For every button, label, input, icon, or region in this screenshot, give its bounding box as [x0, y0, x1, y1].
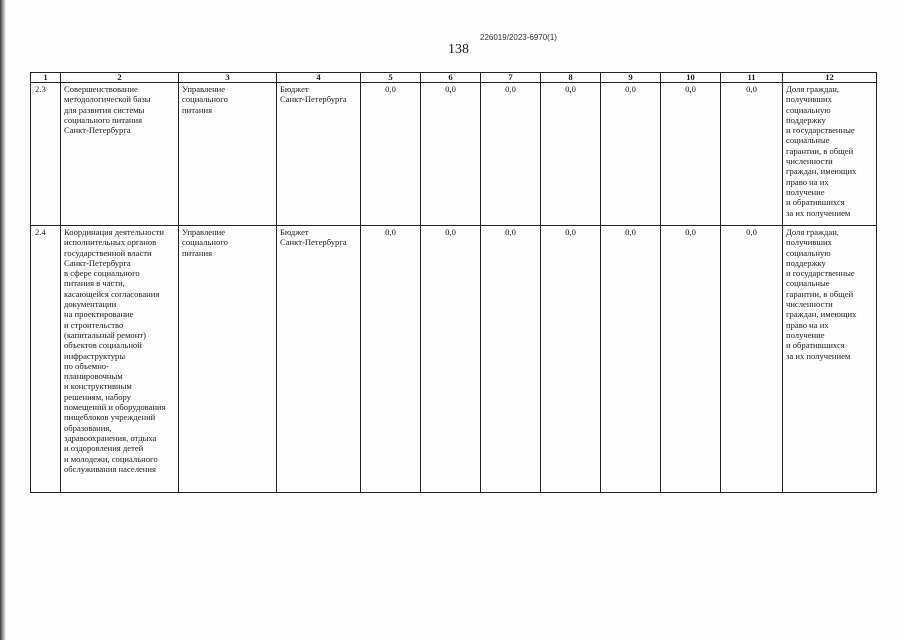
indicator: Доля граждан, получивших социальную поддержку и государственные социальные гарантии, в общей численности граждан, имеющих право на их получение и обратившихся за их получением [783, 83, 877, 226]
value-cell: 0,0 [361, 83, 421, 226]
table-row [31, 226, 877, 493]
value-cell: 0,0 [661, 226, 721, 493]
value-cell: 0,0 [601, 83, 661, 226]
header-row [31, 73, 877, 83]
value-cell: 0,0 [481, 226, 541, 493]
column-header: 8 [541, 73, 601, 83]
funding-source: Бюджет Санкт-Петербурга [277, 226, 361, 493]
column-header: 12 [783, 73, 877, 83]
measure-name: Совершенствование методологической базы для развития системы социального питания Санкт-Петербурга [61, 83, 179, 226]
table-row [31, 83, 877, 226]
budget-table [30, 72, 877, 493]
value-cell: 0,0 [361, 226, 421, 493]
page-number: 138 [448, 42, 469, 57]
value-cell: 0,0 [721, 83, 783, 226]
value-cell: 0,0 [721, 226, 783, 493]
scan-edge [0, 0, 6, 640]
executor: Управление социального питания [179, 226, 277, 493]
indicator: Доля граждан, получивших социальную поддержку и государственные социальные гарантии, в общей численности граждан, имеющих право на их получение и обратившихся за их получением [783, 226, 877, 493]
value-cell: 0,0 [481, 83, 541, 226]
column-header: 7 [481, 73, 541, 83]
value-cell: 0,0 [421, 226, 481, 493]
column-header: 6 [421, 73, 481, 83]
funding-source: Бюджет Санкт-Петербурга [277, 83, 361, 226]
column-header: 2 [61, 73, 179, 83]
column-header: 9 [601, 73, 661, 83]
registration-number: 226019/2023-6970(1) [480, 33, 557, 42]
value-cell: 0,0 [661, 83, 721, 226]
column-header: 3 [179, 73, 277, 83]
row-index: 2.3 [31, 83, 61, 226]
column-header: 11 [721, 73, 783, 83]
value-cell: 0,0 [541, 83, 601, 226]
column-header: 1 [31, 73, 61, 83]
column-header: 5 [361, 73, 421, 83]
value-cell: 0,0 [601, 226, 661, 493]
executor: Управление социального питания [179, 83, 277, 226]
value-cell: 0,0 [421, 83, 481, 226]
value-cell: 0,0 [541, 226, 601, 493]
column-header: 10 [661, 73, 721, 83]
column-header: 4 [277, 73, 361, 83]
measure-name: Координация деятельности исполнительных органов государственной власти Санкт-Петербурга в сфере социального питания в части, касающейся согласования документации на проектирование и строительство (капитальный ремонт) объектов социальной инфраструктуры по объемно- планировочным и конструктивным решениям, набору помещений и оборудования пищеблоков учреждений образования, здравоохранения, отдыха и оздоровления детей и молодежи, социального обслуживания населения [61, 226, 179, 493]
row-index: 2.4 [31, 226, 61, 493]
